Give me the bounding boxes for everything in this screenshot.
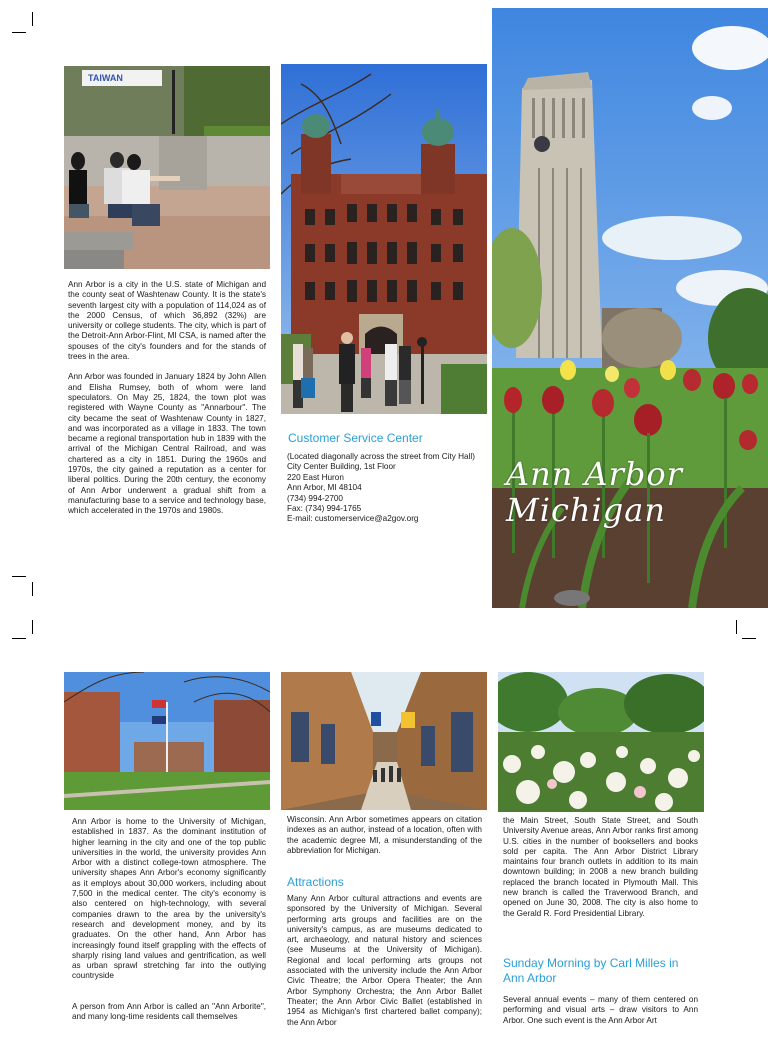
cover-title-state: Michigan <box>506 491 666 529</box>
attractions-text <box>287 894 482 1038</box>
attractions-paragraph: Many Ann Arbor cultural attractions and events are sponsored by the University of Michigan. Several performing arts groups and facilities are on the university's campus, as are museums dedicated to art, archaeology, and natural history and sciences (see Museums at the University of Michigan). Regional and local performing arts groups not associated with the university include the Ann Arbor Civic Theatre; the Arbor Opera Theater; the Ann Arbor Symphony Orchestra; the Ann Arbor Ballet Theater; the Ann Arbor Civic Ballet (established in 1954 as Michigan's first chartered ballet company); the Ann Arbor <box>287 894 482 1027</box>
university-text <box>72 817 266 1032</box>
crop-mark <box>12 576 26 577</box>
cover-title <box>506 456 683 528</box>
events-text <box>503 995 698 1036</box>
customer-service-heading: Customer Service Center <box>288 431 423 445</box>
history-paragraph: Ann Arbor was founded in January 1824 by John Allen and Elisha Rumsey, both of whom were land speculators. On May 25, 1824, the town plot was registered with Wayne County as "Annarbour". The city became the seat of Washtenaw County in 1827, and was incorporated as a village in 1833. The town became a regional transportation hub in 1839 with the arrival of the Michigan Central Railroad, and was chartered as a city in 1851. During the 1960s and 1970s, the city gained a reputation as a center for liberal politics. During the 20th century, the economy of Ann Arbor underwent a gradual shift from a manufacturing base to a service and technology base, which accelerated in the 1970s and 1980s. <box>68 372 266 516</box>
phone: (734) 994-2700 <box>287 493 343 503</box>
crop-mark <box>742 638 756 639</box>
citation-paragraph: Wisconsin. Ann Arbor sometimes appears on citation indexes as an author, instead of a location, often with the academic degree MI, a misunderstanding of the abbreviation for Michigan. <box>287 815 482 855</box>
photo-students-plaza <box>64 66 270 269</box>
banner-sign-text: TAIWAN <box>88 73 123 83</box>
address-line: City Center Building, 1st Floor <box>287 462 396 472</box>
residents-paragraph: A person from Ann Arbor is called an "Ann Arborite", and many long-time residents call themselves <box>72 1001 266 1022</box>
photo-campus-quad <box>64 672 270 810</box>
location-note: (Located diagonally across the street from City Hall) <box>287 452 475 461</box>
fax: Fax: (734) 994-1765 <box>287 504 362 514</box>
crop-mark <box>32 582 33 596</box>
photo-arcade-street <box>281 672 487 810</box>
right-text <box>503 816 698 929</box>
cover-title-city: Ann Arbor <box>506 455 683 493</box>
crop-mark <box>12 638 26 639</box>
customer-service-contact <box>287 452 482 525</box>
intro-text <box>68 280 266 527</box>
events-paragraph: Several annual events – many of them centered on performing and visual arts – draw visitors to Ann Arbor. One such event is the Ann Arbor Art <box>503 995 698 1025</box>
crop-mark <box>32 620 33 634</box>
library-paragraph: the Main Street, South State Street, and South University Avenue areas, Ann Arbor ranks first among U.S. cities in the number of booksellers and books sold per capita. The Ann Arbor District Library maintains four branch outlets in addition to its main downtown building; in 2008 a new branch building replaced the branch located in Plymouth Mall. This new branch is called the Traverwood Branch, and opened on June 30, 2008. The city is also home to the Gerald R. Ford Presidential Library. <box>503 816 698 918</box>
photo-campus-building <box>281 64 487 414</box>
address-line: 220 East Huron <box>287 472 344 482</box>
address-line: Ann Arbor, MI 48104 <box>287 483 362 493</box>
intro-paragraph: Ann Arbor is a city in the U.S. state of Michigan and the county seat of Washtenaw County. It is the state's seventh largest city with a population of 114,024 as of the 2000 Census, of which 36,892 (32%) are university or college students. The city, which is part of the Detroit-Ann Arbor-Flint, MI CSA, is named after the spouses of the city's founders and for the stands of trees in the area. <box>68 280 266 362</box>
university-paragraph: Ann Arbor is home to the University of Michigan, established in 1837. As the dominant institution of higher learning in the city and one of the top public universities in the world, the university provides Ann Arbor with a distinct college-town atmosphere. The university shapes Ann Arbor's economy significantly as it employs about 30,000 workers, including about 7,500 in the medical center. The city's economy is also centered on high-technology, with several companies drawn to the area by the university's research and development money, and by its graduates. On the other hand, Ann Arbor has increasingly found itself grappling with the effects of sharply rising land values and gentrification, as well as urban sprawl stretching far into the outlying countryside <box>72 817 266 981</box>
crop-mark <box>32 12 33 26</box>
crop-mark <box>736 620 737 634</box>
attractions-heading: Attractions <box>287 875 344 889</box>
sunday-morning-heading: Sunday Morning by Carl Milles in Ann Arbor <box>503 956 679 985</box>
photo-peony-garden <box>498 672 704 812</box>
email-link[interactable]: E-mail: customerservice@a2gov.org <box>287 514 419 524</box>
middle-text <box>287 815 482 878</box>
crop-mark <box>12 32 26 33</box>
